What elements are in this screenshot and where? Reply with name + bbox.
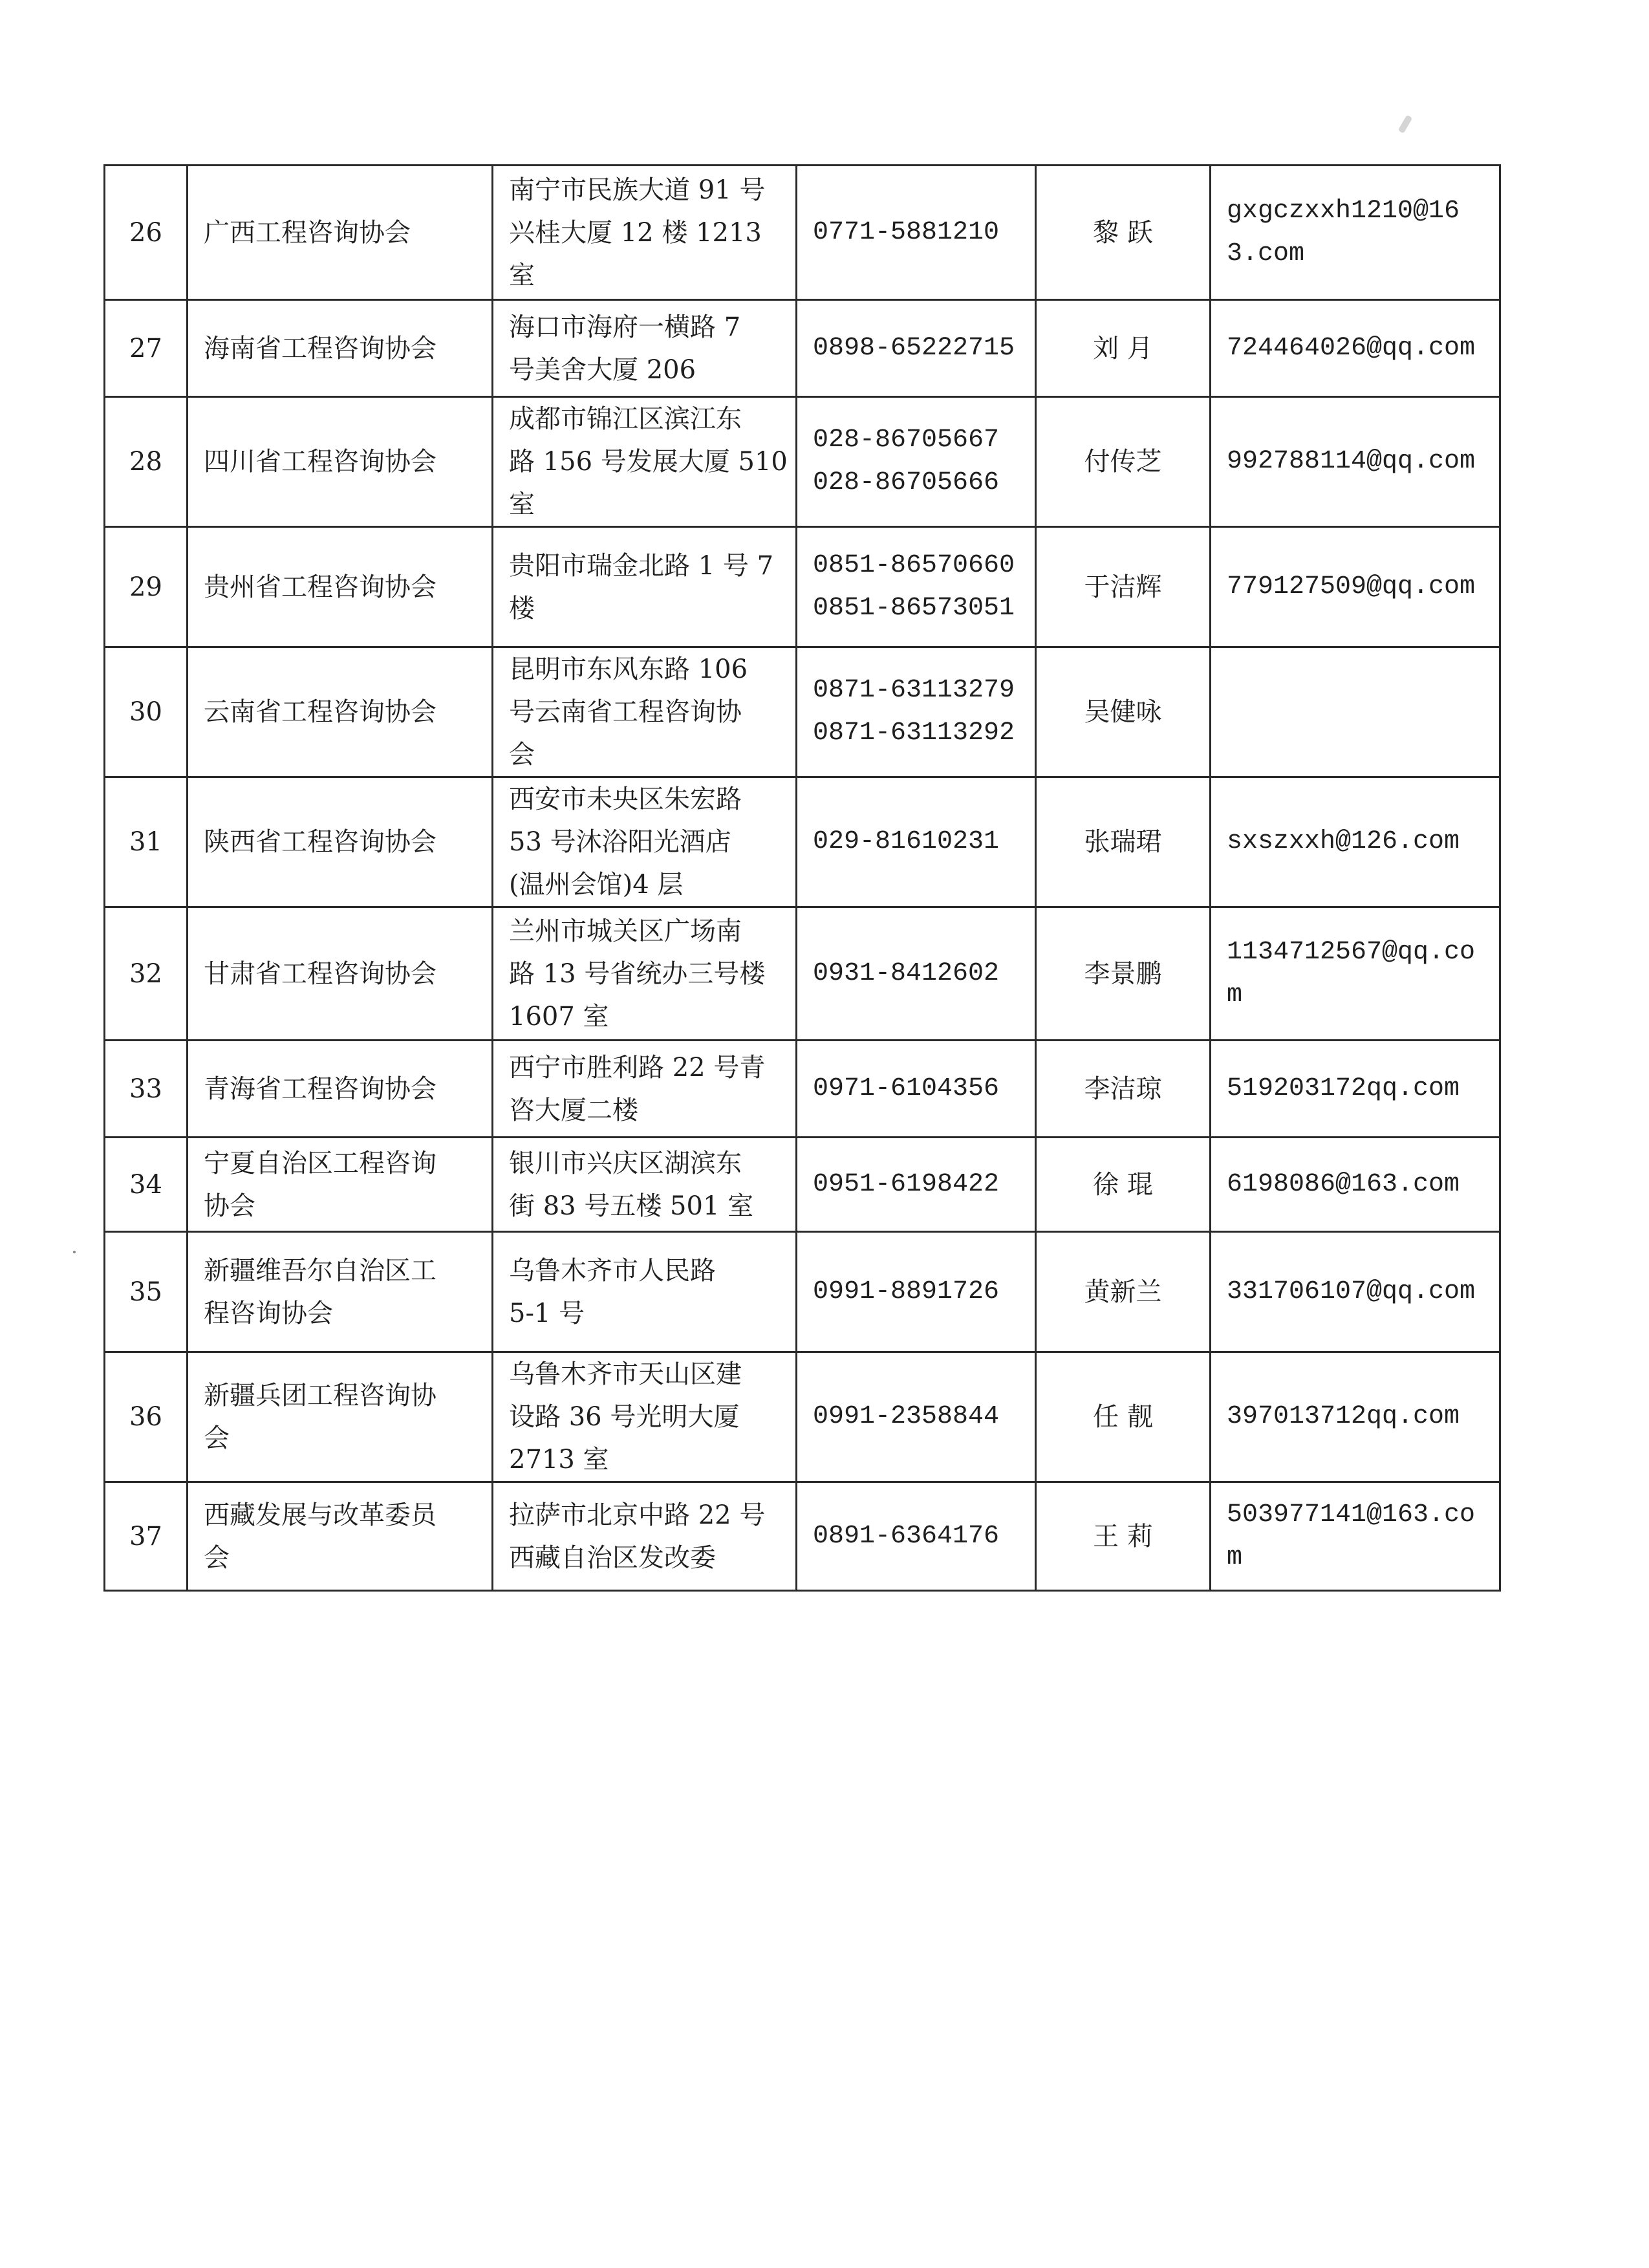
- address-line: 路 13 号省统办三号楼: [509, 958, 766, 989]
- email-address[interactable]: 1134712567@qq.com: [1227, 937, 1476, 1010]
- org-line: 贵州省工程咨询协会: [204, 572, 436, 602]
- contact-cell: [1036, 1138, 1211, 1232]
- email-address[interactable]: 992788114@qq.com: [1227, 447, 1476, 476]
- phone-line: 0851-86573051: [813, 593, 1015, 623]
- phone-line: 028-86705666: [813, 468, 1000, 497]
- address-line: 乌鲁木齐市人民路: [509, 1255, 716, 1286]
- scan-dot: [73, 1251, 76, 1253]
- address-line: 1607 室: [509, 1001, 609, 1031]
- address-line: 西宁市胜利路 22 号青: [509, 1052, 766, 1083]
- contact-name: 吴健咏: [1084, 697, 1162, 727]
- contact-name: 付传芝: [1084, 447, 1162, 477]
- contact-cell: [1036, 527, 1211, 647]
- address-line: 会: [509, 740, 535, 770]
- table-row: [105, 1232, 1500, 1352]
- address-line: 兴桂大厦 12 楼 1213: [509, 217, 762, 248]
- org-cell: [188, 777, 493, 907]
- phone-line: 0891-6364176: [813, 1521, 1000, 1551]
- email-address[interactable]: sxszxxh@126.com: [1227, 827, 1460, 856]
- org-line: 西藏发展与改革委员: [204, 1500, 436, 1530]
- phone-cell: [797, 1232, 1036, 1352]
- contact-name: 任 靓: [1093, 1402, 1153, 1432]
- contact-name: 李景鹏: [1084, 958, 1162, 989]
- row-number: 27: [105, 300, 188, 397]
- org-cell: [188, 300, 493, 397]
- org-cell: [188, 647, 493, 777]
- contact-cell: [1036, 300, 1211, 397]
- address-line: 号云南省工程咨询协: [509, 697, 742, 727]
- address-cell: [493, 1482, 797, 1591]
- org-line: 宁夏自治区工程咨询: [204, 1148, 436, 1178]
- org-line: 程咨询协会: [204, 1298, 333, 1328]
- contact-name: 李洁琼: [1084, 1074, 1162, 1104]
- org-line: 会: [204, 1542, 230, 1573]
- org-line: 会: [204, 1423, 230, 1453]
- phone-line: 0951-6198422: [813, 1169, 1000, 1199]
- org-line: 广西工程咨询协会: [204, 217, 411, 248]
- table-row: [105, 527, 1500, 647]
- address-line: 南宁市民族大道 91 号: [509, 175, 766, 205]
- address-cell: [493, 1232, 797, 1352]
- phone-cell: [797, 527, 1036, 647]
- phone-cell: [797, 166, 1036, 300]
- contacts-table-body: [105, 166, 1500, 1591]
- address-line: 海口市海府一横路 7: [509, 312, 741, 342]
- table-row: [105, 397, 1500, 527]
- org-line: 海南省工程咨询协会: [204, 333, 436, 363]
- contact-cell: [1036, 907, 1211, 1041]
- phone-cell: [797, 1352, 1036, 1482]
- row-number: 33: [105, 1041, 188, 1138]
- phone-cell: [797, 397, 1036, 527]
- address-line: 室: [509, 260, 535, 290]
- table-row: [105, 1138, 1500, 1232]
- address-cell: [493, 527, 797, 647]
- address-line: 兰州市城关区广场南: [509, 916, 742, 946]
- contact-name: 黄新兰: [1084, 1277, 1162, 1307]
- phone-line: 0771-5881210: [813, 217, 1000, 247]
- phone-cell: [797, 1482, 1036, 1591]
- org-line: 新疆维吾尔自治区工: [204, 1255, 436, 1286]
- contact-name: 徐 琨: [1093, 1169, 1153, 1200]
- org-cell: [188, 1482, 493, 1591]
- table-row: [105, 1482, 1500, 1591]
- address-line: 咨大厦二楼: [509, 1095, 638, 1125]
- phone-cell: [797, 300, 1036, 397]
- email-cell: [1211, 166, 1500, 300]
- contact-name: 张瑞珺: [1084, 827, 1162, 857]
- email-cell: [1211, 527, 1500, 647]
- row-number: 31: [105, 777, 188, 907]
- table-row: [105, 907, 1500, 1041]
- email-address[interactable]: 331706107@qq.com: [1227, 1277, 1476, 1306]
- email-cell: [1211, 397, 1500, 527]
- org-cell: [188, 1041, 493, 1138]
- address-line: 贵阳市瑞金北路 1 号 7: [509, 550, 774, 581]
- row-number: 34: [105, 1138, 188, 1232]
- address-line: 昆明市东风东路 106: [509, 654, 748, 684]
- address-line: 乌鲁木齐市天山区建: [509, 1359, 742, 1389]
- email-cell: [1211, 647, 1500, 777]
- org-cell: [188, 527, 493, 647]
- address-cell: [493, 1352, 797, 1482]
- contact-cell: [1036, 1352, 1211, 1482]
- row-number: 35: [105, 1232, 188, 1352]
- address-line: 53 号沐浴阳光酒店: [509, 827, 731, 857]
- address-line: 楼: [509, 593, 535, 623]
- row-number: 37: [105, 1482, 188, 1591]
- phone-cell: [797, 1138, 1036, 1232]
- contact-cell: [1036, 1041, 1211, 1138]
- address-cell: [493, 907, 797, 1041]
- table-row: [105, 1352, 1500, 1482]
- email-address[interactable]: 503977141@163.com: [1227, 1500, 1476, 1572]
- row-number: 36: [105, 1352, 188, 1482]
- org-cell: [188, 166, 493, 300]
- email-cell: [1211, 300, 1500, 397]
- phone-line: 0971-6104356: [813, 1074, 1000, 1103]
- org-line: 新疆兵团工程咨询协: [204, 1381, 436, 1410]
- contact-cell: [1036, 397, 1211, 527]
- row-number: 30: [105, 647, 188, 777]
- table-row: [105, 647, 1500, 777]
- table-row: [105, 166, 1500, 300]
- address-cell: [493, 1138, 797, 1232]
- phone-line: 0871-63113292: [813, 718, 1015, 748]
- table-row: [105, 777, 1500, 907]
- address-cell: [493, 166, 797, 300]
- contacts-table: [103, 164, 1501, 1592]
- address-line: 2713 室: [509, 1445, 609, 1474]
- table-row: [105, 300, 1500, 397]
- row-number: 29: [105, 527, 188, 647]
- address-line: 路 156 号发展大厦 510: [509, 447, 788, 477]
- phone-cell: [797, 1041, 1036, 1138]
- org-cell: [188, 1352, 493, 1482]
- address-cell: [493, 1041, 797, 1138]
- phone-cell: [797, 777, 1036, 907]
- address-line: 西藏自治区发改委: [509, 1542, 716, 1573]
- row-number: 26: [105, 166, 188, 300]
- org-line: 甘肃省工程咨询协会: [204, 958, 436, 989]
- contact-cell: [1036, 1232, 1211, 1352]
- org-line: 云南省工程咨询协会: [204, 697, 436, 727]
- email-cell: [1211, 1482, 1500, 1591]
- email-address[interactable]: 6198086@163.com: [1227, 1169, 1460, 1199]
- address-line: 设路 36 号光明大厦: [509, 1402, 740, 1432]
- email-address[interactable]: 724464026@qq.com: [1227, 333, 1476, 363]
- contact-name: 黎 跃: [1093, 217, 1153, 248]
- phone-cell: [797, 647, 1036, 777]
- scan-speck: [1398, 114, 1413, 133]
- contact-cell: [1036, 1482, 1211, 1591]
- phone-line: 028-86705667: [813, 426, 1000, 455]
- phone-line: 0991-8891726: [813, 1277, 1000, 1306]
- address-line: 拉萨市北京中路 22 号: [509, 1500, 766, 1530]
- email-cell: [1211, 1041, 1500, 1138]
- email-cell: [1211, 1138, 1500, 1232]
- contact-name: 于洁辉: [1084, 572, 1162, 602]
- phone-line: 0871-63113279: [813, 676, 1015, 705]
- email-address[interactable]: 397013712qq.com: [1227, 1402, 1460, 1431]
- address-line: 街 83 号五楼 501 室: [509, 1191, 754, 1221]
- phone-cell: [797, 907, 1036, 1041]
- email-cell: [1211, 907, 1500, 1041]
- email-cell: [1211, 777, 1500, 907]
- email-cell: [1211, 1232, 1500, 1352]
- table-row: [105, 1041, 1500, 1138]
- address-cell: [493, 300, 797, 397]
- org-line: 四川省工程咨询协会: [204, 447, 436, 477]
- address-line: 号美舍大厦 206: [509, 354, 696, 385]
- org-line: 陕西省工程咨询协会: [204, 827, 436, 857]
- contact-cell: [1036, 647, 1211, 777]
- address-line: 成都市锦江区滨江东: [509, 404, 742, 434]
- contact-cell: [1036, 166, 1211, 300]
- address-cell: [493, 777, 797, 907]
- org-cell: [188, 397, 493, 527]
- phone-line: 0991-2358844: [813, 1402, 1000, 1431]
- org-cell: [188, 1138, 493, 1232]
- address-cell: [493, 397, 797, 527]
- email-cell: [1211, 1352, 1500, 1482]
- address-line: (温州会馆)4 层: [509, 870, 684, 900]
- address-line: 5-1 号: [509, 1298, 585, 1328]
- phone-line: 0931-8412602: [813, 958, 1000, 988]
- address-line: 西安市未央区朱宏路: [509, 784, 742, 814]
- phone-line: 0898-65222715: [813, 333, 1015, 363]
- org-line: 协会: [204, 1191, 255, 1221]
- contact-cell: [1036, 777, 1211, 907]
- email-address[interactable]: 779127509@qq.com: [1227, 572, 1476, 601]
- row-number: 32: [105, 907, 188, 1041]
- email-address[interactable]: gxgczxxh1210@163.com: [1227, 196, 1460, 268]
- org-line: 青海省工程咨询协会: [204, 1074, 436, 1104]
- row-number: 28: [105, 397, 188, 527]
- org-cell: [188, 1232, 493, 1352]
- address-line: 室: [509, 490, 535, 519]
- address-line: 银川市兴庆区湖滨东: [509, 1148, 742, 1178]
- phone-line: 029-81610231: [813, 827, 1000, 856]
- contact-name: 刘 月: [1093, 333, 1153, 363]
- address-cell: [493, 647, 797, 777]
- email-address[interactable]: 519203172qq.com: [1227, 1074, 1460, 1103]
- phone-line: 0851-86570660: [813, 550, 1015, 580]
- contact-name: 王 莉: [1093, 1521, 1153, 1551]
- org-cell: [188, 907, 493, 1041]
